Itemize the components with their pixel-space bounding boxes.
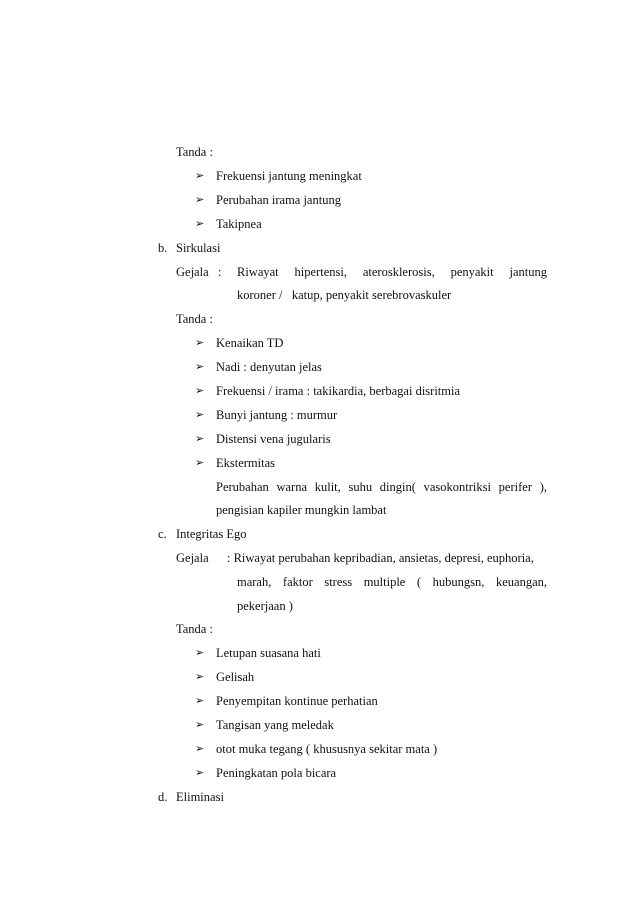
- word: hubungsn,: [432, 575, 485, 589]
- gejala-label-b: Gejala: [176, 265, 209, 279]
- arrow-bullet-icon: ➢: [195, 694, 205, 707]
- word: Riwayat: [237, 265, 279, 279]
- word: jantung: [509, 265, 547, 279]
- list-item: Peningkatan pola bicara: [216, 766, 337, 780]
- word: warna: [276, 480, 308, 494]
- word: kulit,: [314, 480, 341, 494]
- section-b-title: Sirkulasi: [176, 241, 221, 255]
- word: suhu: [348, 480, 373, 494]
- gejala-colon-b: :: [218, 265, 222, 279]
- ekstermitas-text-line1: [216, 479, 547, 495]
- arrow-bullet-icon: ➢: [195, 646, 205, 659]
- section-d-marker: d.: [158, 790, 168, 804]
- gejala-label-c: Gejala: [176, 551, 209, 565]
- list-item: Ekstermitas: [216, 456, 276, 470]
- list-item: Distensi vena jugularis: [216, 432, 331, 446]
- word: dingin(: [379, 480, 416, 494]
- gejala-text-c-line3: pekerjaan ): [237, 599, 293, 613]
- arrow-bullet-icon: ➢: [195, 718, 205, 731]
- arrow-bullet-icon: ➢: [195, 193, 205, 206]
- word: ),: [539, 480, 547, 494]
- arrow-bullet-icon: ➢: [195, 742, 205, 755]
- list-item: Tangisan yang meledak: [216, 718, 334, 732]
- arrow-bullet-icon: ➢: [195, 456, 205, 469]
- list-item: Takipnea: [216, 217, 262, 231]
- word: faktor: [282, 575, 313, 589]
- gejala-text-b-line2: koroner / katup, penyakit serebrovaskuler: [237, 288, 452, 302]
- tanda-label-a: Tanda :: [176, 145, 213, 159]
- section-c-title: Integritas Ego: [176, 527, 247, 541]
- word: marah,: [237, 575, 272, 589]
- word: (: [416, 575, 422, 589]
- arrow-bullet-icon: ➢: [195, 432, 205, 445]
- word: perifer: [498, 480, 532, 494]
- section-b-marker: b.: [158, 241, 168, 255]
- list-item: Perubahan irama jantung: [216, 193, 341, 207]
- list-item: Frekuensi jantung meningkat: [216, 169, 362, 183]
- word: keuangan,: [495, 575, 547, 589]
- list-item: otot muka tegang ( khususnya sekitar mata ): [216, 742, 438, 756]
- ekstermitas-text-line2: pengisian kapiler mungkin lambat: [216, 503, 387, 517]
- section-d-title: Eliminasi: [176, 790, 224, 804]
- arrow-bullet-icon: ➢: [195, 408, 205, 421]
- word: Perubahan: [216, 480, 269, 494]
- list-item: Bunyi jantung : murmur: [216, 408, 338, 422]
- list-item: Frekuensi / irama : takikardia, berbagai disritmia: [216, 384, 461, 398]
- list-item: Gelisah: [216, 670, 255, 684]
- list-item: Kenaikan TD: [216, 336, 284, 350]
- word: stress: [324, 575, 353, 589]
- tanda-label-b: Tanda :: [176, 312, 213, 326]
- list-item: Penyempitan kontinue perhatian: [216, 694, 378, 708]
- arrow-bullet-icon: ➢: [195, 336, 205, 349]
- arrow-bullet-icon: ➢: [195, 360, 205, 373]
- word: vasokontriksi: [423, 480, 491, 494]
- word: hipertensi,: [294, 265, 347, 279]
- arrow-bullet-icon: ➢: [195, 384, 205, 397]
- list-item: Nadi : denyutan jelas: [216, 360, 322, 374]
- arrow-bullet-icon: ➢: [195, 169, 205, 182]
- arrow-bullet-icon: ➢: [195, 670, 205, 683]
- list-item: Letupan suasana hati: [216, 646, 321, 660]
- gejala-text-c-line2: [237, 574, 547, 590]
- section-c-marker: c.: [158, 527, 167, 541]
- tanda-label-c: Tanda :: [176, 622, 213, 636]
- gejala-text-c-line1: : Riwayat perubahan kepribadian, ansietas, depresi, euphoria,: [227, 551, 534, 565]
- arrow-bullet-icon: ➢: [195, 766, 205, 779]
- word: aterosklerosis,: [362, 265, 435, 279]
- arrow-bullet-icon: ➢: [195, 217, 205, 230]
- word: penyakit: [450, 265, 494, 279]
- gejala-text-b-line1: [237, 264, 547, 280]
- word: multiple: [363, 575, 406, 589]
